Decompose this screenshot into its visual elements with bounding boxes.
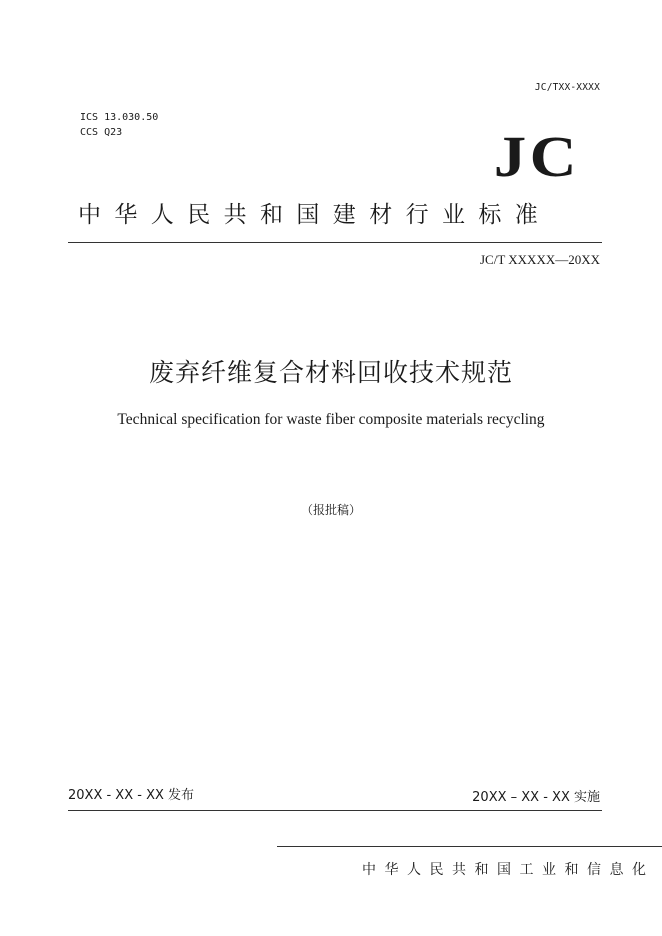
implement-date: 20XX – XX - XX 实施 <box>472 790 600 805</box>
standard-number: JC/T XXXXX—20XX <box>479 252 600 267</box>
footer-divider <box>68 810 602 811</box>
document-code: JC/TXX-XXXX <box>534 82 600 93</box>
issuing-authority: 中华人民共和国工业和信息化 <box>362 862 655 878</box>
draft-status: （报批稿） <box>300 503 361 517</box>
jc-logo: JC <box>493 124 580 189</box>
issuer-divider <box>277 846 662 847</box>
publish-date: 20XX - XX - XX 发布 <box>68 788 195 803</box>
ccs-code: CCS Q23 <box>80 127 123 138</box>
document-title-en: Technical specification for waste fiber composite materials recycling <box>117 411 545 428</box>
header-divider <box>68 242 602 243</box>
standard-category-title: 中华人民共和国建材行业标准 <box>78 202 552 228</box>
ics-code: ICS 13.030.50 <box>80 112 159 123</box>
document-title-zh: 废弃纤维复合材料回收技术规范 <box>148 358 513 387</box>
